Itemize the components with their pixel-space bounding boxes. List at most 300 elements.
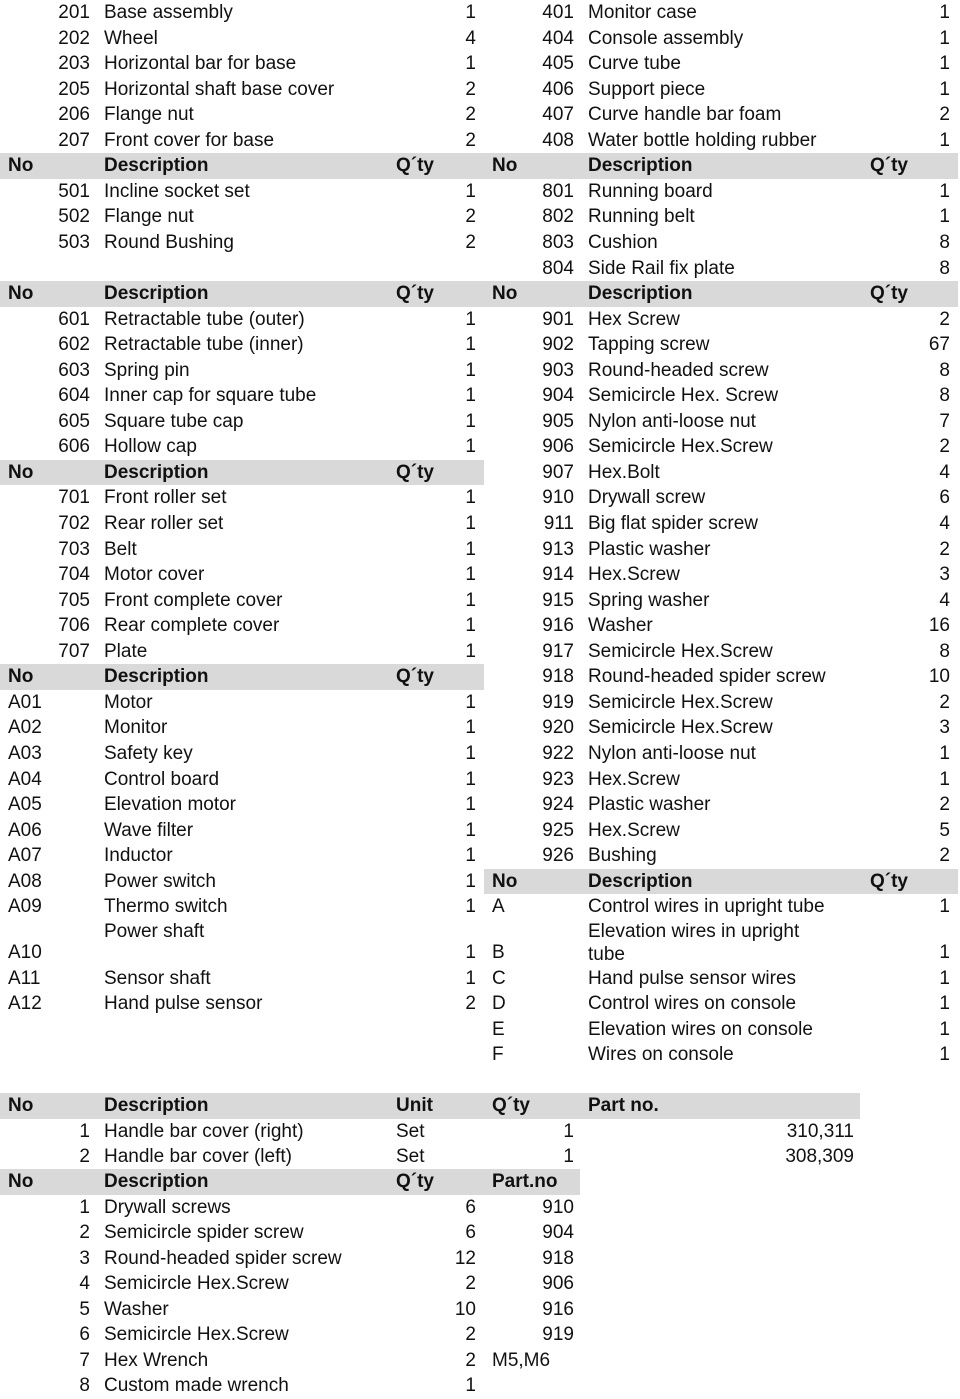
- table-row: [484, 562, 958, 588]
- item-description: Semicircle Hex.Screw: [104, 1324, 289, 1346]
- part-qty: 1: [465, 589, 476, 611]
- part-no: 803: [542, 231, 574, 253]
- part-qty: 1: [465, 308, 476, 330]
- table-row: [484, 920, 958, 966]
- item-no: 1: [79, 1196, 90, 1218]
- table-row: [0, 920, 484, 966]
- table-row: [484, 664, 958, 690]
- part-description: Hex.Screw: [588, 768, 680, 790]
- item-description: Semicircle Hex.Screw: [104, 1273, 289, 1295]
- part-description: Rear complete cover: [104, 615, 280, 637]
- part-description: Spring pin: [104, 359, 190, 381]
- part-no: B: [492, 942, 505, 964]
- table-row: [0, 434, 484, 460]
- item-description: Custom made wrench: [104, 1375, 289, 1397]
- part-qty: 1: [939, 180, 950, 202]
- table-header-row: [484, 869, 958, 895]
- part-description: Thermo switch: [104, 896, 228, 918]
- part-qty: 3: [939, 717, 950, 739]
- part-description: Monitor: [104, 717, 168, 739]
- part-no-header: Part no.: [588, 1095, 659, 1116]
- table-row: [0, 1220, 580, 1246]
- table-row: [484, 256, 958, 282]
- part-qty: 1: [939, 993, 950, 1015]
- item-no: 8: [79, 1375, 90, 1397]
- part-no: 207: [58, 129, 90, 151]
- part-description: Front roller set: [104, 487, 227, 509]
- table-row: [484, 460, 958, 486]
- part-no: 906: [542, 436, 574, 458]
- table-row: [0, 767, 484, 793]
- no-header: No: [492, 283, 518, 305]
- part-no: 601: [58, 308, 90, 330]
- item-qty: 1: [563, 1146, 574, 1168]
- part-description: Wheel: [104, 27, 158, 49]
- part-qty: 1: [465, 717, 476, 739]
- table-row: [0, 869, 484, 895]
- part-description: Hand pulse sensor: [104, 993, 263, 1015]
- part-qty: 8: [939, 231, 950, 253]
- table-row: [0, 179, 484, 205]
- table-row: [484, 332, 958, 358]
- part-qty: 1: [939, 1018, 950, 1040]
- table-row: [0, 588, 484, 614]
- table-row: [484, 77, 958, 103]
- part-description: Horizontal bar for base: [104, 53, 297, 75]
- table-row: [484, 1017, 958, 1043]
- part-description: Front complete cover: [104, 589, 283, 611]
- part-no: A08: [8, 870, 42, 892]
- part-qty: 2: [939, 104, 950, 126]
- part-no: 920: [542, 717, 574, 739]
- part-description: Running board: [588, 180, 713, 202]
- part-description: Flange nut: [104, 206, 194, 228]
- part-description: Side Rail fix plate: [588, 257, 735, 279]
- part-qty: 1: [939, 206, 950, 228]
- item-part-no: [492, 1373, 574, 1399]
- part-description: Hand pulse sensor wires: [588, 967, 797, 989]
- table-row: [484, 1042, 958, 1068]
- part-description: Rear roller set: [104, 513, 224, 534]
- item-qty: 1: [563, 1120, 574, 1142]
- part-no: 925: [542, 819, 574, 841]
- table-row: [484, 715, 958, 741]
- table-header-row: [484, 281, 958, 307]
- part-qty: 1: [465, 794, 476, 816]
- part-qty: 2: [465, 104, 476, 126]
- item-unit: Set: [396, 1120, 425, 1142]
- item-part-no: M5,M6: [492, 1349, 551, 1371]
- table-row: [484, 358, 958, 384]
- part-qty: 16: [928, 615, 950, 637]
- item-part-no: 308,309: [785, 1146, 854, 1168]
- part-no: 206: [58, 104, 90, 126]
- part-qty: 2: [939, 538, 950, 560]
- table-row: [0, 690, 484, 716]
- part-description: Inductor: [104, 845, 173, 867]
- part-no: 918: [542, 666, 574, 688]
- part-no: 205: [58, 78, 90, 100]
- table-row: [0, 307, 484, 333]
- part-no: F: [492, 1044, 504, 1066]
- part-no: 502: [58, 206, 90, 228]
- part-description: Wires on console: [588, 1044, 734, 1066]
- part-qty: 1: [939, 768, 950, 790]
- part-qty: 1: [939, 78, 950, 100]
- part-qty: 1: [939, 967, 950, 989]
- part-qty: 2: [939, 436, 950, 458]
- part-description: Flange nut: [104, 104, 194, 126]
- table-row: [0, 256, 484, 282]
- table-row: [484, 537, 958, 563]
- part-description: Elevation motor: [104, 794, 237, 816]
- part-qty: 1: [465, 513, 476, 534]
- part-qty: 3: [939, 564, 950, 586]
- part-no: 203: [58, 53, 90, 75]
- part-no: 704: [58, 564, 90, 586]
- table-row: [0, 1373, 580, 1399]
- part-no: 202: [58, 27, 90, 49]
- part-description: Drywall screw: [588, 487, 706, 509]
- table-row: [484, 588, 958, 614]
- part-description: Motor cover: [104, 564, 205, 586]
- table-row: [484, 613, 958, 639]
- item-part-no: 904: [542, 1222, 574, 1244]
- qty-header: Q´ty: [870, 155, 908, 177]
- part-description: Retractable tube (outer): [104, 308, 305, 330]
- table-row: [0, 1246, 580, 1272]
- item-no: 2: [79, 1222, 90, 1244]
- part-description: Incline socket set: [104, 180, 250, 202]
- part-description: Front cover for base: [104, 129, 275, 151]
- part-qty: 2: [465, 231, 476, 253]
- part-description: Semicircle Hex.Screw: [588, 691, 773, 713]
- no-header: No: [8, 666, 34, 688]
- part-qty: 2: [465, 78, 476, 100]
- item-description: Handle bar cover (left): [104, 1146, 292, 1168]
- part-description: Nylon anti-loose nut: [588, 742, 756, 764]
- part-qty: 2: [465, 993, 476, 1015]
- description-header: Description: [104, 155, 209, 177]
- description-header: Description: [104, 1171, 209, 1192]
- no-header: No: [8, 1095, 34, 1116]
- part-description: Power shaft: [104, 920, 205, 942]
- part-description: Water bottle holding rubber: [588, 129, 817, 151]
- table-row: [0, 230, 484, 256]
- table-row: [0, 1144, 860, 1170]
- description-header: Description: [104, 1095, 209, 1116]
- table-header-row: [0, 1093, 860, 1119]
- part-qty: 1: [465, 410, 476, 432]
- part-description: Safety key: [104, 742, 193, 764]
- part-description: Running belt: [588, 206, 695, 228]
- part-no: A01: [8, 691, 42, 713]
- part-qty: 1: [465, 180, 476, 202]
- part-no: 606: [58, 436, 90, 458]
- qty-header: Q´ty: [396, 666, 434, 688]
- part-description: Elevation wires on console: [588, 1018, 813, 1040]
- table-row: [0, 843, 484, 869]
- table-row: [484, 128, 958, 154]
- part-no: 605: [58, 410, 90, 432]
- table-row: [0, 818, 484, 844]
- table-row: [0, 358, 484, 384]
- part-description: Base assembly: [104, 2, 233, 23]
- table-row: [484, 179, 958, 205]
- qty-header: Q´ty: [870, 870, 908, 892]
- part-qty: 1: [465, 896, 476, 918]
- item-no: 7: [79, 1349, 90, 1371]
- part-description: Round Bushing: [104, 231, 234, 253]
- part-no: 603: [58, 359, 90, 381]
- table-row: [484, 102, 958, 128]
- part-description: Semicircle Hex. Screw: [588, 385, 779, 407]
- item-no: 1: [79, 1120, 90, 1142]
- table-row: [0, 409, 484, 435]
- part-qty: 1: [465, 640, 476, 662]
- table-header-row: [484, 153, 958, 179]
- part-no: 904: [542, 385, 574, 407]
- part-description: Plate: [104, 640, 148, 662]
- table-row: [0, 741, 484, 767]
- table-row: [0, 966, 484, 992]
- table-row: [0, 511, 484, 537]
- part-no: 902: [542, 334, 574, 356]
- table-row: [484, 511, 958, 537]
- part-no: 802: [542, 206, 574, 228]
- qty-header: Q´ty: [870, 283, 908, 305]
- part-no: 407: [542, 104, 574, 126]
- part-qty: 67: [928, 334, 950, 356]
- table-row: [0, 102, 484, 128]
- part-no: 701: [58, 487, 90, 509]
- part-qty: 10: [928, 666, 950, 688]
- part-description: Semicircle Hex.Screw: [588, 436, 773, 458]
- item-qty: 2: [465, 1349, 476, 1371]
- part-qty: 1: [939, 1044, 950, 1066]
- table-row: [484, 0, 958, 26]
- part-no: A09: [8, 896, 42, 918]
- table-row: [0, 562, 484, 588]
- table-row: [484, 741, 958, 767]
- part-no: 404: [542, 27, 574, 49]
- table-row: [484, 690, 958, 716]
- part-no: 915: [542, 589, 574, 611]
- item-qty: 6: [465, 1196, 476, 1218]
- part-description: Control board: [104, 768, 220, 790]
- part-no: D: [492, 993, 506, 1015]
- part-no: 914: [542, 564, 574, 586]
- table-row: [0, 204, 484, 230]
- table-row: [0, 77, 484, 103]
- part-no: C: [492, 967, 506, 989]
- table-row: [0, 537, 484, 563]
- part-description: Monitor case: [588, 2, 697, 23]
- part-no: A04: [8, 768, 42, 790]
- part-qty: 1: [465, 385, 476, 407]
- item-no: 2: [79, 1146, 90, 1168]
- item-qty: 12: [454, 1247, 476, 1269]
- part-no: 923: [542, 768, 574, 790]
- table-row: [0, 991, 484, 1017]
- no-header: No: [8, 461, 34, 483]
- part-qty: 1: [465, 359, 476, 381]
- part-qty: 8: [939, 257, 950, 279]
- part-no: 706: [58, 615, 90, 637]
- item-qty: 1: [465, 1375, 476, 1397]
- part-description: Control wires on console: [588, 993, 797, 1015]
- item-no: 3: [79, 1247, 90, 1269]
- table-row: [0, 1119, 860, 1145]
- table-row: [0, 485, 484, 511]
- table-row: [484, 639, 958, 665]
- part-no: 911: [543, 513, 574, 534]
- no-header: No: [8, 155, 34, 177]
- part-no: A03: [8, 742, 42, 764]
- item-qty: 2: [465, 1324, 476, 1346]
- part-qty: 8: [939, 640, 950, 662]
- part-description: Plastic washer: [588, 538, 711, 560]
- table-header-row: [0, 460, 484, 486]
- part-no: 408: [542, 129, 574, 151]
- table-row: [484, 767, 958, 793]
- part-description: Hex.Screw: [588, 819, 680, 841]
- part-qty: 1: [465, 845, 476, 867]
- part-no: 917: [542, 640, 574, 662]
- part-qty: 1: [939, 896, 950, 918]
- part-description: Motor: [104, 691, 153, 713]
- part-description: Bushing: [588, 845, 657, 867]
- part-no: A02: [8, 717, 42, 739]
- table-row: [484, 230, 958, 256]
- part-qty: 1: [465, 742, 476, 764]
- part-no: 703: [58, 538, 90, 560]
- part-description: Belt: [104, 538, 137, 560]
- part-no: 916: [542, 615, 574, 637]
- part-no: A12: [8, 993, 42, 1015]
- part-description: Round-headed spider screw: [588, 666, 826, 688]
- part-description: Tapping screw: [588, 334, 710, 356]
- part-qty: 2: [465, 206, 476, 228]
- part-qty: 1: [465, 819, 476, 841]
- item-part-no: 910: [542, 1196, 574, 1218]
- item-part-no: 918: [542, 1247, 574, 1269]
- table-row: [0, 1348, 580, 1374]
- part-no: 401: [542, 2, 574, 23]
- item-no: 4: [79, 1273, 90, 1295]
- item-description: Hex Wrench: [104, 1349, 209, 1371]
- table-row: [0, 332, 484, 358]
- part-qty: 2: [939, 794, 950, 816]
- part-no: 913: [542, 538, 574, 560]
- part-no: 602: [58, 334, 90, 356]
- part-qty: 1: [465, 2, 476, 23]
- description-header: Description: [588, 870, 693, 892]
- description-header: Description: [104, 283, 209, 305]
- table-row: [0, 639, 484, 665]
- table-row: [0, 1195, 580, 1221]
- item-qty: 10: [454, 1298, 476, 1320]
- part-qty: 2: [939, 691, 950, 713]
- part-description: Power switch: [104, 870, 216, 892]
- part-description: Horizontal shaft base cover: [104, 78, 335, 100]
- part-description: Sensor shaft: [104, 967, 211, 989]
- part-qty: 2: [939, 845, 950, 867]
- part-description: Elevation wires in upright tube: [588, 920, 800, 965]
- part-no: 707: [58, 640, 90, 662]
- qty-header: Q´ty: [492, 1095, 530, 1116]
- part-qty: 1: [465, 487, 476, 509]
- part-description: Plastic washer: [588, 794, 711, 816]
- item-qty: 2: [465, 1273, 476, 1295]
- table-row: [484, 383, 958, 409]
- part-qty: 5: [939, 819, 950, 841]
- part-no: 801: [542, 180, 574, 202]
- part-qty: 1: [465, 967, 476, 989]
- part-qty: 1: [465, 691, 476, 713]
- part-qty: 8: [939, 385, 950, 407]
- part-qty: 7: [939, 410, 950, 432]
- part-qty: 1: [939, 129, 950, 151]
- part-no: 903: [542, 359, 574, 381]
- no-header: No: [8, 1171, 34, 1192]
- part-description: Hex Screw: [588, 308, 680, 330]
- item-part-no: 919: [542, 1324, 574, 1346]
- part-qty: 1: [939, 27, 950, 49]
- part-qty: 1: [465, 768, 476, 790]
- part-no: 910: [542, 487, 574, 509]
- table-row: [484, 966, 958, 992]
- table-header-row: [0, 153, 484, 179]
- table-row: [484, 51, 958, 77]
- part-qty: 4: [465, 27, 476, 49]
- item-qty: 6: [465, 1222, 476, 1244]
- part-description: Semicircle Hex.Screw: [588, 640, 773, 662]
- part-no: 503: [58, 231, 90, 253]
- part-no: 406: [542, 78, 574, 100]
- table-row: [484, 818, 958, 844]
- item-part-no: 916: [542, 1298, 574, 1320]
- part-description: Round-headed screw: [588, 359, 769, 381]
- part-description: Control wires in upright tube: [588, 896, 825, 918]
- part-description: Hex.Screw: [588, 564, 680, 586]
- table-row: [0, 1271, 580, 1297]
- part-description: Support piece: [588, 78, 706, 100]
- qty-header: Q´ty: [396, 461, 434, 483]
- part-no: 907: [542, 461, 574, 483]
- part-description: Nylon anti-loose nut: [588, 410, 756, 432]
- part-qty: 1: [465, 436, 476, 458]
- table-row: [484, 843, 958, 869]
- no-header: No: [8, 283, 34, 305]
- part-no: A05: [8, 794, 42, 816]
- item-description: Washer: [104, 1298, 169, 1320]
- part-description: Cushion: [588, 231, 658, 253]
- part-qty: 1: [939, 742, 950, 764]
- table-row: [484, 26, 958, 52]
- part-description: Big flat spider screw: [588, 513, 759, 534]
- part-no: 804: [542, 257, 574, 279]
- part-no: 405: [542, 53, 574, 75]
- item-unit: Set: [396, 1146, 425, 1168]
- part-qty: 1: [939, 2, 950, 23]
- part-no: 924: [542, 794, 574, 816]
- part-description: Curve tube: [588, 53, 681, 75]
- table-row: [484, 485, 958, 511]
- part-no: A10: [8, 942, 42, 964]
- part-qty: 1: [939, 942, 950, 964]
- part-description: Console assembly: [588, 27, 744, 49]
